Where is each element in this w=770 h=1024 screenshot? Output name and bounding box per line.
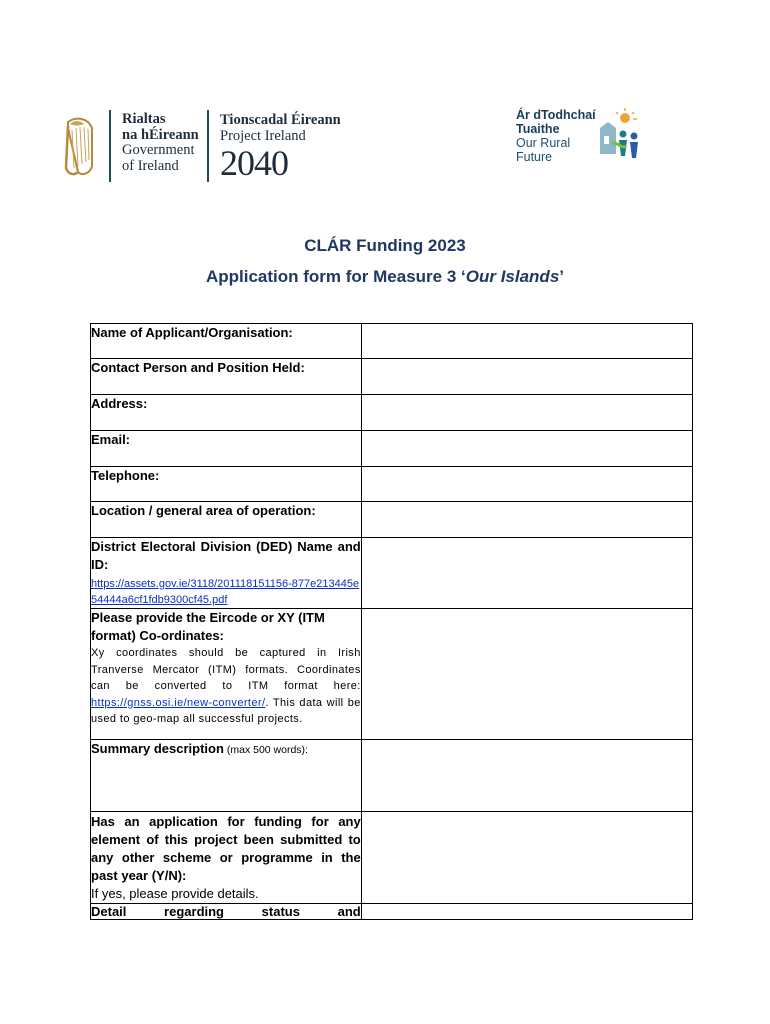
summary-label: Summary description [91, 741, 224, 756]
subtitle-italic: Our Islands [465, 267, 560, 286]
government-of-ireland-logo [62, 108, 362, 188]
rural-logo-text [516, 108, 596, 164]
address-field[interactable] [361, 395, 692, 431]
address-label: Address: [91, 395, 362, 431]
rural-people-icon [592, 106, 642, 166]
logo-divider [109, 110, 111, 182]
table-row [91, 502, 693, 538]
applicant-name-label: Name of Applicant/Organisation: [91, 324, 362, 359]
other-funding-label: Has an application for funding for any element of this project been submitted to any other scheme or programme in the past year (Y/N): [91, 814, 361, 883]
pi-line-1: Tionscadal Éireann [220, 112, 341, 128]
summary-hint: (max 500 words): [223, 744, 308, 756]
summary-field[interactable] [361, 740, 692, 812]
itm-converter-link[interactable]: https://gnss.osi.ie/new-converter/ [91, 696, 266, 709]
email-field[interactable] [361, 431, 692, 467]
eircode-note-part-2: . This data will be used to geo-map all successful projects. [91, 696, 361, 725]
harp-icon [62, 116, 96, 178]
government-name [122, 112, 199, 174]
telephone-field[interactable] [361, 467, 692, 502]
table-row [91, 904, 693, 920]
other-funding-hint: If yes, please provide details. [91, 886, 259, 901]
detail-word: status [261, 904, 300, 919]
detail-word: and [337, 904, 361, 919]
contact-person-label: Contact Person and Position Held: [91, 359, 362, 395]
eircode-cell [91, 609, 362, 740]
application-form-table [90, 323, 693, 920]
subtitle-prefix: Application form for Measure 3 ‘ [205, 267, 466, 286]
logo-divider [207, 110, 209, 182]
table-row [91, 324, 693, 359]
page-subtitle [0, 267, 770, 287]
table-row [91, 395, 693, 431]
email-label: Email: [91, 431, 362, 467]
ded-label: District Electoral Division (DED) Name and ID: [91, 539, 361, 572]
detail-label [91, 904, 361, 919]
rural-line-4: Future [516, 150, 553, 164]
gov-line-1: Rialtas [122, 111, 166, 127]
rural-line-3: Our Rural [516, 136, 571, 150]
table-row [91, 431, 693, 467]
gov-line-3: Government [122, 142, 195, 158]
detail-field[interactable] [361, 904, 692, 920]
rural-line-2: Tuaithe [516, 122, 560, 136]
detail-word: Detail [91, 904, 127, 919]
eircode-field[interactable] [361, 609, 692, 740]
page-title: CLÁR Funding 2023 [304, 236, 466, 255]
other-funding-field[interactable] [361, 812, 692, 904]
detail-word: regarding [164, 904, 225, 919]
location-label: Location / general area of operation: [91, 502, 362, 538]
pi-line-2: Project Ireland [220, 128, 306, 144]
summary-cell [91, 740, 362, 812]
ded-cell [91, 538, 362, 609]
table-row [91, 812, 693, 904]
eircode-note [91, 645, 361, 728]
gov-line-2: na hÉireann [122, 126, 199, 143]
rural-line-1: Ár dTodhchaí [516, 108, 596, 122]
gov-line-4: of Ireland [122, 157, 179, 174]
applicant-name-field[interactable] [361, 324, 692, 359]
eircode-note-part-1: Xy coordinates should be captured in Irish Tranverse Mercator (ITM) formats. Coordinates can be converted to ITM format here: [91, 647, 361, 692]
other-funding-cell [91, 812, 362, 904]
detail-cell [91, 904, 362, 920]
project-ireland-logo [220, 112, 341, 182]
eircode-label: Please provide the Eircode or XY (ITM format) Co-ordinates: [91, 610, 325, 643]
location-field[interactable] [361, 502, 692, 538]
table-row [91, 609, 693, 740]
ded-field[interactable] [361, 538, 692, 609]
pi-year: 2040 [220, 143, 288, 183]
subtitle-suffix: ’ [559, 267, 565, 286]
table-row [91, 467, 693, 502]
telephone-label: Telephone: [91, 467, 362, 502]
ded-link[interactable]: https://assets.gov.ie/3118/201118151156-877e213445e54444a6cf1fdb9300cf45.pdf [91, 578, 360, 606]
contact-person-field[interactable] [361, 359, 692, 395]
table-row [91, 740, 693, 812]
our-rural-future-logo [516, 108, 646, 178]
table-row [91, 538, 693, 609]
table-row [91, 359, 693, 395]
